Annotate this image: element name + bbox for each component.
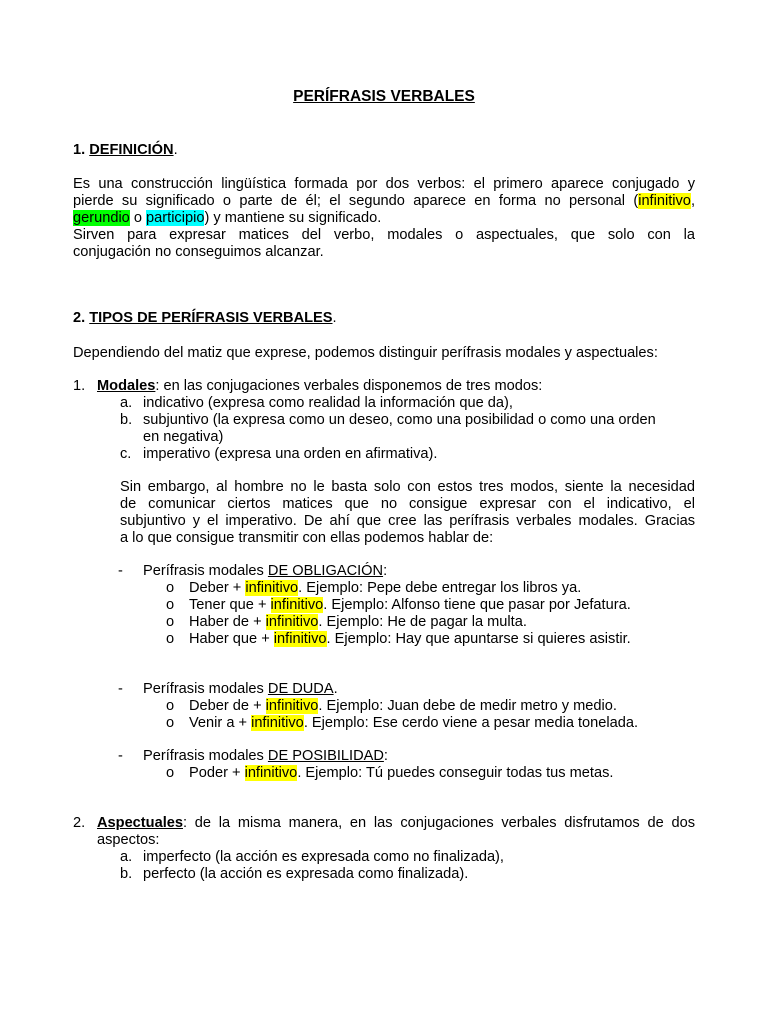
modales-paragraph-line: a lo que consigue transmitir con ellas podemos hablar de: bbox=[120, 530, 494, 546]
list-item: imperfecto (la acción es expresada como no finalizada), bbox=[143, 849, 504, 865]
example-item: Tener que + infinitivo. Ejemplo: Alfonso tiene que pasar por Jefatura. bbox=[189, 597, 631, 613]
list-item: subjuntivo (la expresa como un deseo, como una posibilidad o como una orden bbox=[143, 412, 656, 428]
highlight-gerundio: gerundio bbox=[73, 210, 130, 226]
list-marker: a. bbox=[120, 849, 133, 865]
aspectuales-continued: aspectos: bbox=[97, 832, 160, 848]
example-item: Deber de + infinitivo. Ejemplo: Juan debe de medir metro y medio. bbox=[189, 698, 617, 714]
definition-line-5: conjugación no conseguimos alcanzar. bbox=[73, 244, 324, 260]
page-title: PERÍFRASIS VERBALES bbox=[293, 88, 475, 105]
bullet: o bbox=[166, 765, 175, 781]
aspectuales-heading: Aspectuales: de la misma manera, en las conjugaciones verbales disfrutamos de dos bbox=[97, 815, 695, 831]
modales-number: 1. bbox=[73, 378, 86, 394]
list-marker: b. bbox=[120, 866, 133, 882]
list-item: imperativo (expresa una orden en afirmativa). bbox=[143, 446, 438, 462]
section-1-heading: 1. DEFINICIÓN. bbox=[73, 142, 178, 158]
example-item: Haber de + infinitivo. Ejemplo: He de pagar la multa. bbox=[189, 614, 527, 630]
modales-heading: Modales: en las conjugaciones verbales disponemos de tres modos: bbox=[97, 378, 543, 394]
bullet: o bbox=[166, 698, 175, 714]
highlight-infinitivo: infinitivo bbox=[638, 193, 691, 209]
bullet: o bbox=[166, 597, 175, 613]
modales-paragraph-line: de comunicar ciertos matices que no consigue expresar con el indicativo, el bbox=[120, 496, 695, 512]
highlight-participio: participio bbox=[146, 210, 205, 226]
group-heading-posibilidad: Perífrasis modales DE POSIBILIDAD: bbox=[143, 748, 388, 764]
group-heading-duda: Perífrasis modales DE DUDA. bbox=[143, 681, 338, 697]
list-marker: a. bbox=[120, 395, 133, 411]
list-item-continued: en negativa) bbox=[143, 429, 224, 445]
aspectuales-number: 2. bbox=[73, 815, 86, 831]
example-item: Deber + infinitivo. Ejemplo: Pepe debe entregar los libros ya. bbox=[189, 580, 582, 596]
bullet: o bbox=[166, 614, 175, 630]
modales-paragraph-line: subjuntivo y el imperativo. De ahí que cree las perífrasis verbales modales. Gracias bbox=[120, 513, 695, 529]
group-dash: - bbox=[118, 748, 123, 764]
section-2-heading: 2. TIPOS DE PERÍFRASIS VERBALES. bbox=[73, 310, 337, 326]
bullet: o bbox=[166, 580, 175, 596]
list-item: perfecto (la acción es expresada como finalizada). bbox=[143, 866, 469, 882]
group-dash: - bbox=[118, 681, 123, 697]
bullet: o bbox=[166, 715, 175, 731]
section-2-intro: Dependiendo del matiz que exprese, podemos distinguir perífrasis modales y aspectuales: bbox=[73, 345, 658, 361]
list-marker: b. bbox=[120, 412, 133, 428]
definition-line-3: gerundio o participio) y mantiene su significado. bbox=[73, 210, 382, 226]
definition-line-2: pierde su significado o parte de él; el segundo aparece en forma no personal (infinitivo, bbox=[73, 193, 695, 209]
list-item: indicativo (expresa como realidad la información que da), bbox=[143, 395, 513, 411]
modales-paragraph-line: Sin embargo, al hombre no le basta solo con estos tres modos, siente la necesidad bbox=[120, 479, 695, 495]
list-marker: c. bbox=[120, 446, 132, 462]
example-item: Poder + infinitivo. Ejemplo: Tú puedes conseguir todas tus metas. bbox=[189, 765, 614, 781]
group-heading-obligacion: Perífrasis modales DE OBLIGACIÓN: bbox=[143, 563, 388, 579]
definition-line-4: Sirven para expresar matices del verbo, modales o aspectuales, que solo con la bbox=[73, 227, 695, 243]
bullet: o bbox=[166, 631, 175, 647]
group-dash: - bbox=[118, 563, 123, 579]
example-item: Haber que + infinitivo. Ejemplo: Hay que apuntarse si quieres asistir. bbox=[189, 631, 631, 647]
example-item: Venir a + infinitivo. Ejemplo: Ese cerdo viene a pesar media tonelada. bbox=[189, 715, 639, 731]
definition-line-1: Es una construcción lingüística formada por dos verbos: el primero aparece conjugado y bbox=[73, 176, 695, 192]
